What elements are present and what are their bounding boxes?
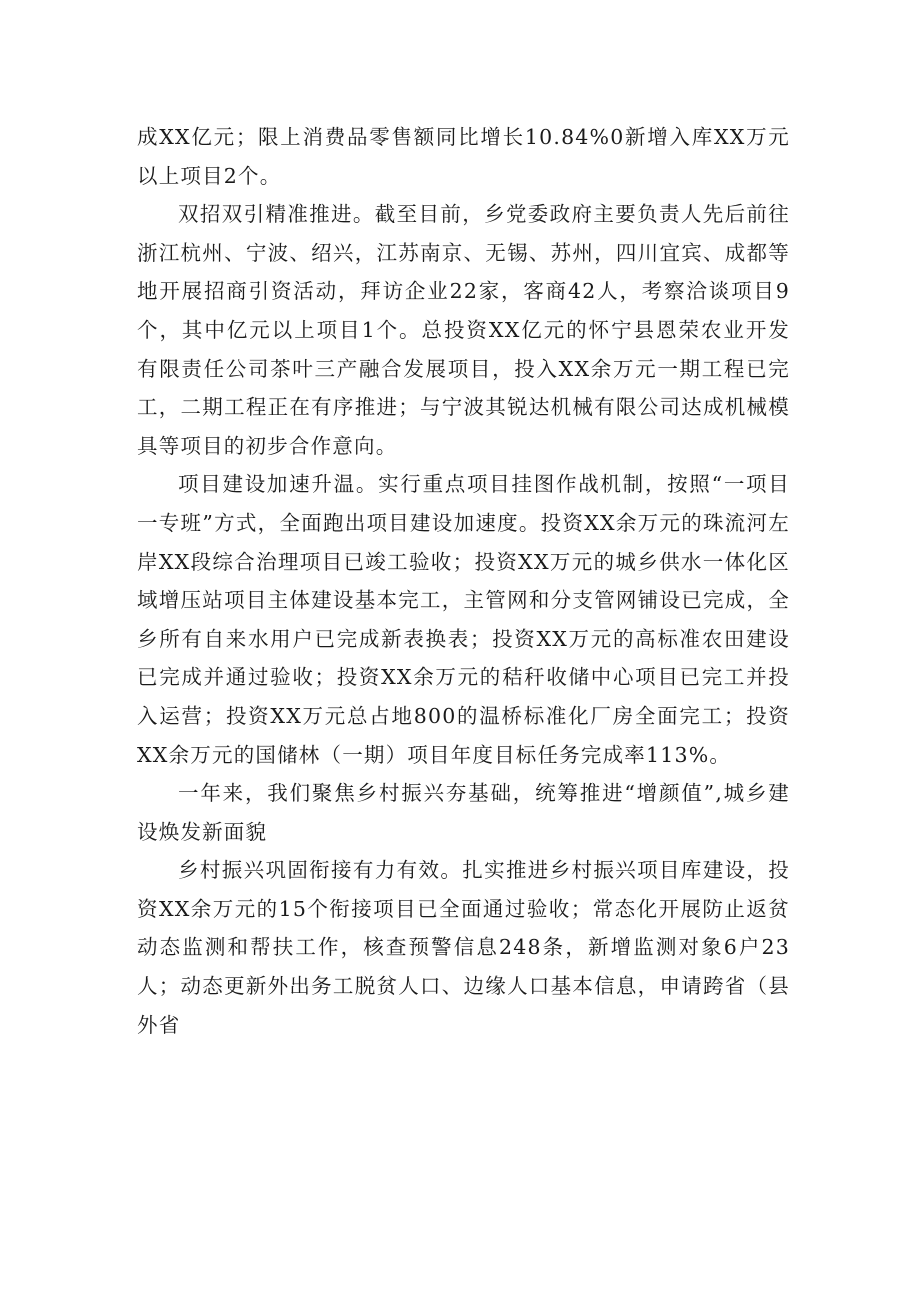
paragraph-rural-revitalization-summary: 一年来，我们聚焦乡村振兴夯基础，统筹推进“增颜值”,城乡建设焕发新面貌	[137, 781, 790, 844]
body-text	[137, 118, 790, 1044]
paragraph-rural-revitalization-consolidation: 乡村振兴巩固衔接有力有效。扎实推进乡村振兴项目库建设，投资XX余万元的15个衔接项目已全面通过验收；常态化开展防止返贫动态监测和帮扶工作，核查预警信息248条，新增监测对象6户23人；动态更新外出务工脱贫人口、边缘人口基本信息，申请跨省（县外省	[137, 858, 790, 1037]
paragraph-continued: 成XX亿元；限上消费品零售额同比增长10.84%0新增入库XX万元以上项目2个。	[137, 125, 790, 188]
paragraph-project-construction: 项目建设加速升温。实行重点项目挂图作战机制，按照“一项目一专班”方式，全面跑出项目建设加速度。投资XX余万元的珠流河左岸XX段综合治理项目已竣工验收；投资XX万元的城乡供水一体化区域增压站项目主体建设基本完工，主管网和分支管网铺设已完成，全乡所有自来水用户已完成新表换表；投资XX万元的高标准农田建设已完成并通过验收；投资XX余万元的秸秆收储中心项目已完工并投入运营；投资XX万元总占地800的温桥标准化厂房全面完工；投资XX余万元的国储林（一期）项目年度目标任务完成率113%。	[137, 472, 790, 767]
paragraph-investment-attraction: 双招双引精准推进。截至目前，乡党委政府主要负责人先后前往浙江杭州、宁波、绍兴，江苏南京、无锡、苏州，四川宜宾、成都等地开展招商引资活动，拜访企业22家，客商42人，考察洽谈项目9个，其中亿元以上项目1个。总投资XX亿元的怀宁县恩荣农业开发有限责任公司茶叶三产融合发展项目，投入XX余万元一期工程已完工，二期工程正在有序推进；与宁波其锐达机械有限公司达成机械模具等项目的初步合作意向。	[137, 202, 790, 458]
